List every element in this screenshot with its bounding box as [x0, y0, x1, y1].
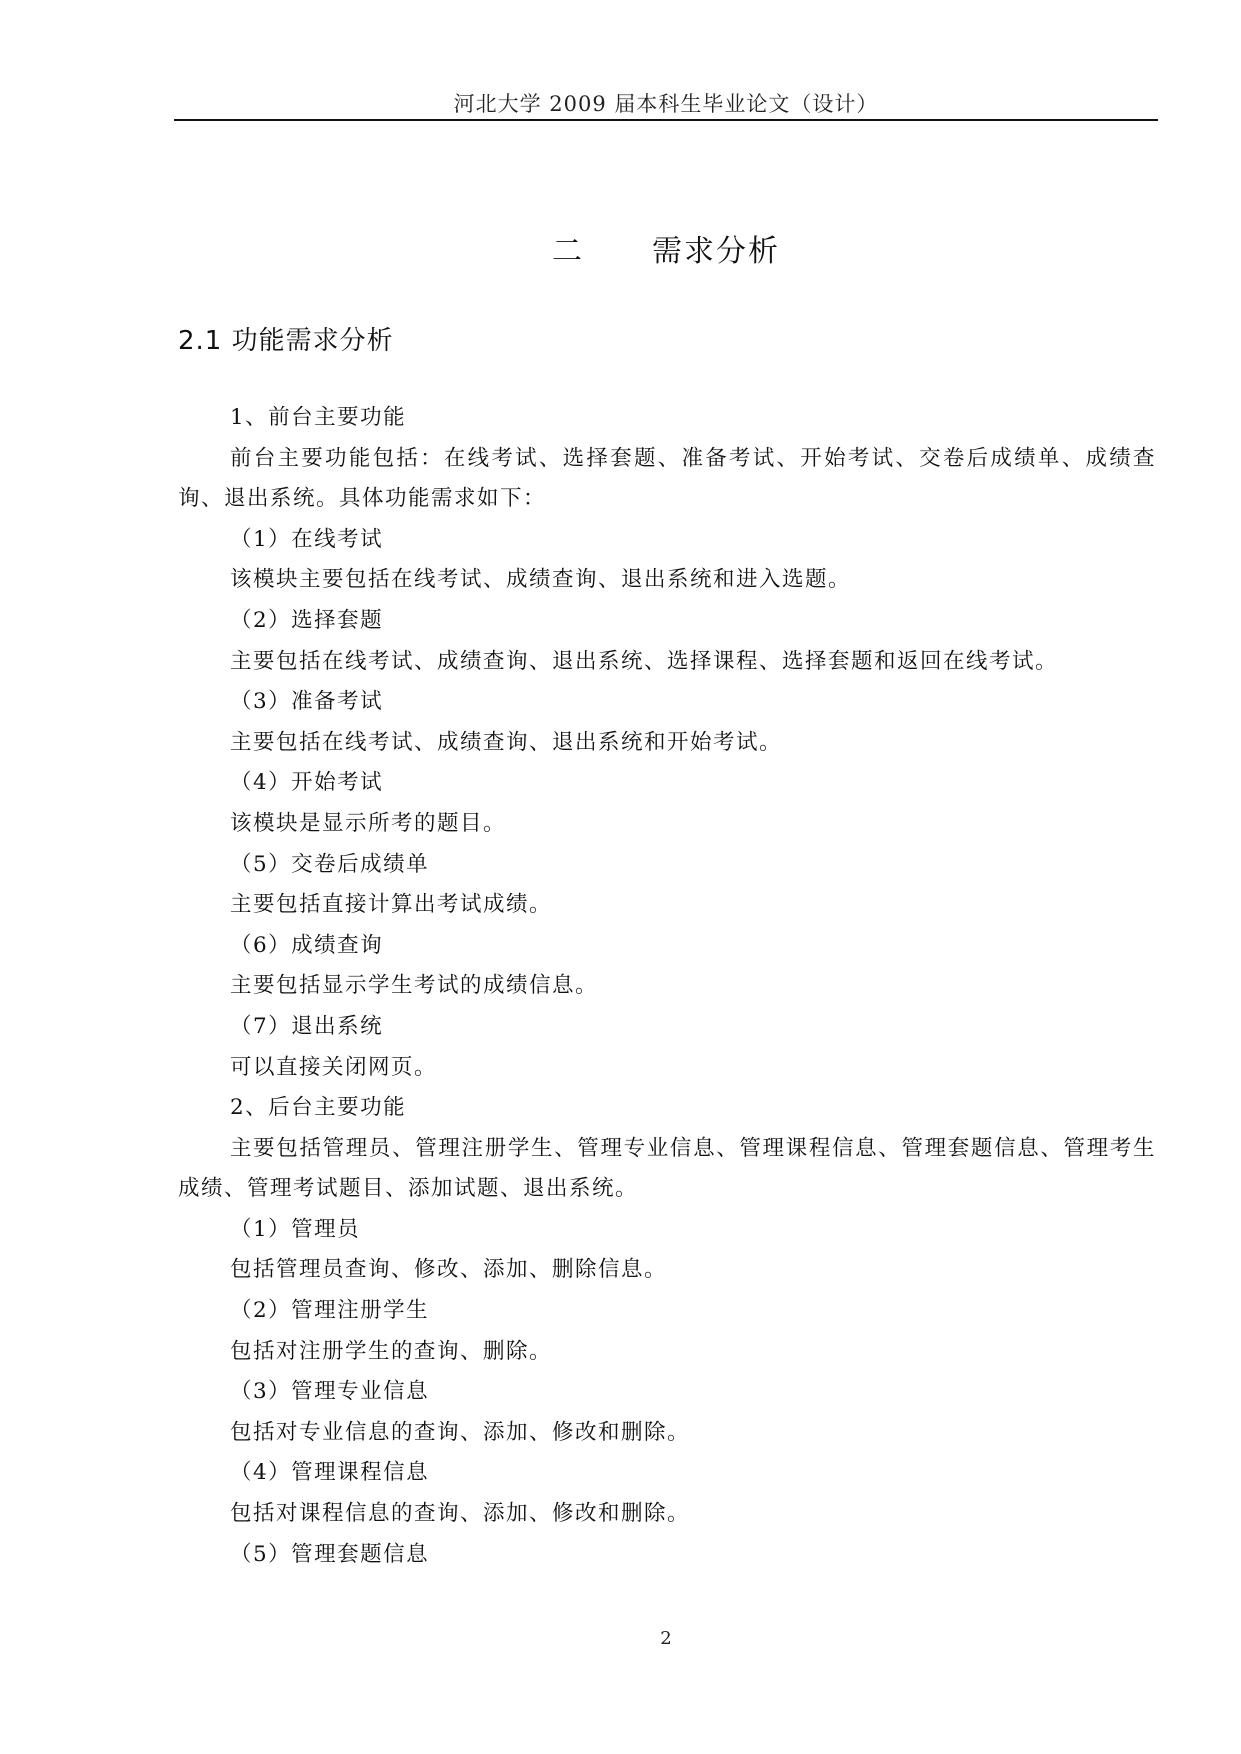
paragraph: （4）开始考试: [230, 770, 384, 796]
paragraph: 前台主要功能包括：在线考试、选择套题、准备考试、开始考试、交卷后成绩单、成绩查询、退出系统。具体功能需求如下：: [178, 445, 1156, 512]
paragraph: 包括对课程信息的查询、添加、修改和删除。: [230, 1501, 691, 1527]
paragraph: （5）管理套题信息: [230, 1541, 430, 1567]
paragraph: （2）选择套题: [230, 607, 384, 633]
paragraph: （7）退出系统: [230, 1013, 384, 1039]
paragraph: （1）在线考试: [230, 526, 384, 552]
body-text: [178, 398, 1156, 1575]
paragraph: 可以直接关闭网页。: [230, 1054, 438, 1080]
paragraph: （3）管理专业信息: [230, 1379, 430, 1405]
paragraph: （3）准备考试: [230, 689, 384, 715]
paragraph: （2）管理注册学生: [230, 1298, 430, 1324]
chapter-title: [174, 226, 1158, 270]
paragraph: 主要包括在线考试、成绩查询、退出系统、选择课程、选择套题和返回在线考试。: [230, 648, 1059, 674]
paragraph: 该模块主要包括在线考试、成绩查询、退出系统和进入选题。: [230, 567, 852, 593]
paragraph: （4）管理课程信息: [230, 1460, 430, 1486]
chapter-number: 二: [552, 234, 584, 269]
running-header: 河北大学 2009 届本科生毕业论文（设计）: [453, 92, 879, 116]
paragraph: 主要包括显示学生考试的成绩信息。: [230, 973, 599, 999]
paragraph: （6）成绩查询: [230, 932, 384, 958]
page-number: 2: [660, 1628, 672, 1649]
paragraph: 2、后台主要功能: [230, 1095, 407, 1121]
paragraph: （5）交卷后成绩单: [230, 851, 430, 877]
paragraph: 包括对专业信息的查询、添加、修改和删除。: [230, 1419, 691, 1445]
paragraph: 该模块是显示所考的题目。: [230, 810, 507, 836]
paragraph: 主要包括直接计算出考试成绩。: [230, 892, 553, 918]
paragraph: 包括对注册学生的查询、删除。: [230, 1338, 553, 1364]
paragraph: 主要包括在线考试、成绩查询、退出系统和开始考试。: [230, 729, 783, 755]
header-rule: [174, 119, 1158, 121]
section-heading: 2.1 功能需求分析: [178, 326, 394, 356]
paragraph: 主要包括管理员、管理注册学生、管理专业信息、管理课程信息、管理套题信息、管理考生成绩、管理考试题目、添加试题、退出系统。: [178, 1135, 1156, 1202]
paragraph: 包括管理员查询、修改、添加、删除信息。: [230, 1257, 668, 1283]
chapter-title-text: 需求分析: [652, 234, 780, 269]
paragraph: （1）管理员: [230, 1216, 361, 1242]
paragraph: 1、前台主要功能: [230, 405, 407, 430]
